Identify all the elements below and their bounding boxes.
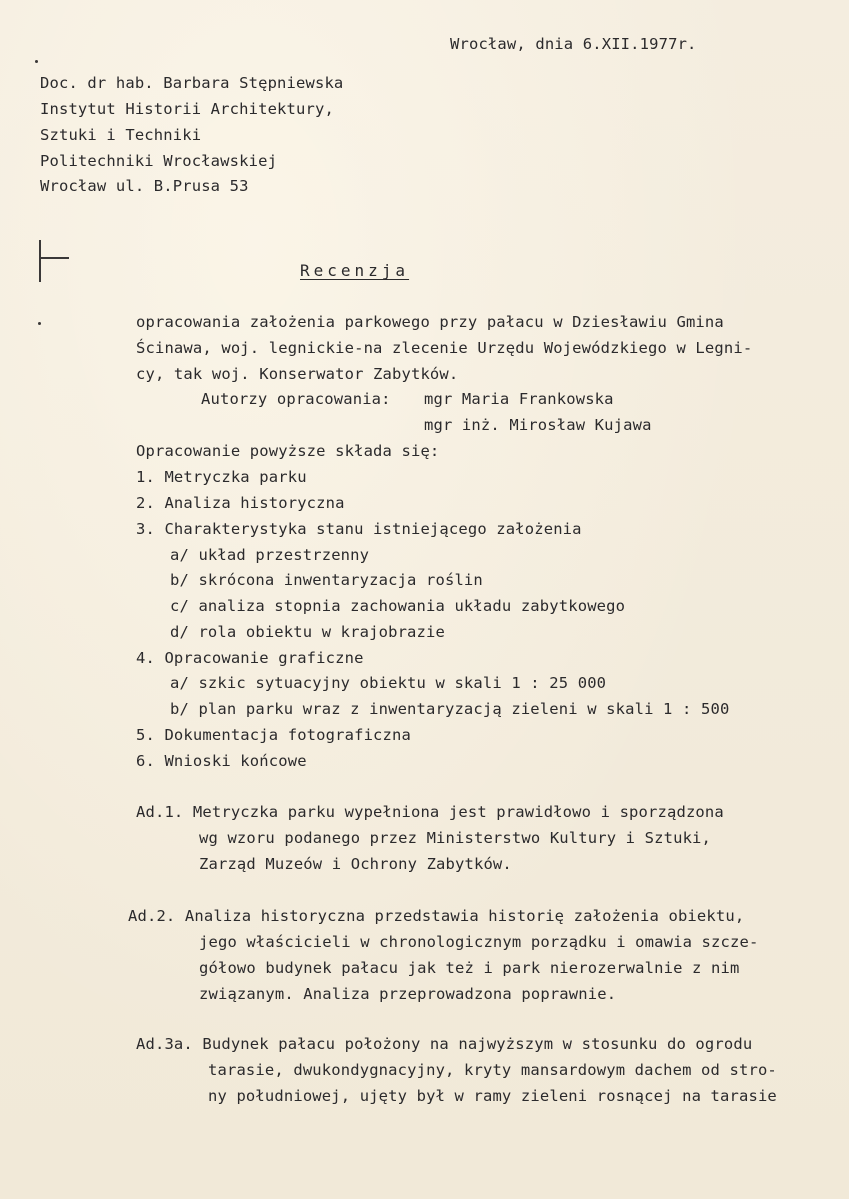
contents-header: Opracowanie powyższe składa się: bbox=[136, 442, 440, 460]
contents-subitem: c/ analiza stopnia zachowania układu zabytkowego bbox=[170, 597, 626, 615]
address-line: Wrocław ul. B.Prusa 53 bbox=[40, 177, 249, 195]
contents-item: 3. Charakterystyka stanu istniejącego założenia bbox=[136, 520, 582, 538]
author-name: mgr Maria Frankowska bbox=[424, 390, 614, 408]
author-name: mgr inż. Mirosław Kujawa bbox=[424, 416, 652, 434]
contents-subitem: b/ skrócona inwentaryzacja roślin bbox=[170, 571, 483, 589]
intro-line: cy, tak woj. Konserwator Zabytków. bbox=[136, 365, 459, 383]
address-line: Instytut Historii Architektury, bbox=[40, 100, 334, 118]
contents-subitem: d/ rola obiektu w krajobrazie bbox=[170, 623, 445, 641]
contents-subitem: b/ plan parku wraz z inwentaryzacją zieleni w skali 1 : 500 bbox=[170, 700, 730, 718]
date-line: Wrocław, dnia 6.XII.1977r. bbox=[450, 35, 697, 53]
ad1-paragraph-line: Ad.1. Metryczka parku wypełniona jest prawidłowo i sporządzona bbox=[136, 803, 724, 821]
contents-subitem: a/ szkic sytuacyjny obiektu w skali 1 : 25 000 bbox=[170, 674, 607, 692]
ad3a-paragraph-line: ny południowej, ujęty był w ramy zieleni rosnącej na tarasie bbox=[208, 1087, 777, 1105]
intro-line: Ścinawa, woj. legnickie-na zlecenie Urzędu Wojewódzkiego w Legni- bbox=[136, 339, 753, 357]
ad1-paragraph-line: Zarząd Muzeów i Ochrony Zabytków. bbox=[199, 855, 512, 873]
document-title: Recenzja bbox=[300, 261, 410, 280]
margin-dot bbox=[38, 322, 41, 325]
ad3a-paragraph-line: Ad.3a. Budynek pałacu położony na najwyższym w stosunku do ogrodu bbox=[136, 1035, 753, 1053]
fold-mark-horizontal bbox=[39, 257, 69, 259]
ad2-paragraph-line: Ad.2. Analiza historyczna przedstawia historię założenia obiektu, bbox=[128, 907, 745, 925]
ad2-paragraph-line: jego właścicieli w chronologicznym porządku i omawia szcze- bbox=[199, 933, 759, 951]
address-line: Politechniki Wrocławskiej bbox=[40, 152, 278, 170]
intro-line: opracowania założenia parkowego przy pałacu w Dziesławiu Gmina bbox=[136, 313, 724, 331]
address-line: Sztuki i Techniki bbox=[40, 126, 202, 144]
ad2-paragraph-line: gółowo budynek pałacu jak też i park nierozerwalnie z nim bbox=[199, 959, 740, 977]
contents-subitem: a/ układ przestrzenny bbox=[170, 546, 370, 564]
fold-mark bbox=[39, 240, 41, 282]
contents-item: 1. Metryczka parku bbox=[136, 468, 307, 486]
ad1-paragraph-line: wg wzoru podanego przez Ministerstwo Kultury i Sztuki, bbox=[199, 829, 712, 847]
contents-item: 4. Opracowanie graficzne bbox=[136, 649, 364, 667]
contents-item: 6. Wnioski końcowe bbox=[136, 752, 307, 770]
contents-item: 5. Dokumentacja fotograficzna bbox=[136, 726, 411, 744]
ad2-paragraph-line: związanym. Analiza przeprowadzona poprawnie. bbox=[199, 985, 617, 1003]
margin-dot bbox=[35, 60, 38, 63]
ad3a-paragraph-line: tarasie, dwukondygnacyjny, kryty mansardowym dachem od stro- bbox=[208, 1061, 777, 1079]
address-line: Doc. dr hab. Barbara Stępniewska bbox=[40, 74, 344, 92]
authors-label: Autorzy opracowania: bbox=[201, 390, 391, 408]
contents-item: 2. Analiza historyczna bbox=[136, 494, 345, 512]
